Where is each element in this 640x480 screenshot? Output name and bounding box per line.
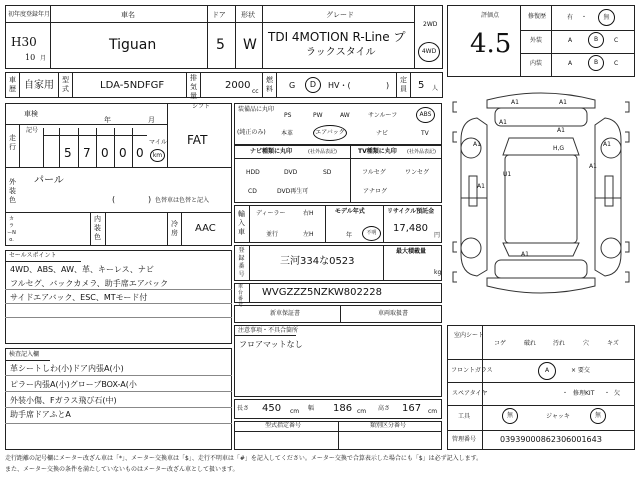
inspection-line: 助手席ドアふとA xyxy=(10,410,71,419)
interior-grade-a: A xyxy=(568,60,573,67)
equip-item: ナビ xyxy=(376,130,389,137)
jack-value-circled: 無 xyxy=(590,408,606,424)
damage-mark: U1 xyxy=(503,171,512,178)
height-unit: cm xyxy=(428,408,438,415)
import-label: 輸入車 xyxy=(238,210,245,236)
interior-color-label: 内装色 xyxy=(94,215,101,241)
door-label: ドア xyxy=(212,11,226,19)
capacity: 5 xyxy=(418,80,425,91)
notes-label: 注意事項・不具合箇所 xyxy=(238,327,299,334)
repair-no-circled: 無 xyxy=(598,9,615,26)
odometer-digit: 0 xyxy=(136,146,144,160)
type-number-label: 型式指定番号 xyxy=(265,422,302,429)
damage-mark: A1 xyxy=(589,163,597,170)
fuel-hv-close: ) xyxy=(386,81,390,90)
navi-item: CD xyxy=(248,188,257,195)
inspection-label: 検査記入欄 xyxy=(9,351,40,358)
windshield-label: フロントガラス xyxy=(451,367,493,374)
equip-airbag-circled: エアバック xyxy=(313,125,347,141)
spare-item: ・ xyxy=(562,390,569,397)
length-unit: cm xyxy=(290,408,300,415)
equipment-sublabel: (純正のみ) xyxy=(237,129,266,136)
equip-item: TV xyxy=(421,130,429,137)
drive-4wd-circled: 4WD xyxy=(418,42,440,62)
repair-yes: 有 xyxy=(567,14,574,21)
exterior-label: 外装 xyxy=(530,37,543,44)
class-number-label: 類別区分番号 xyxy=(370,422,407,429)
rating-value: 4.5 xyxy=(470,29,512,59)
first-reg-year: H30 xyxy=(11,35,37,49)
color-change-note: 色替車は色替と記入 xyxy=(155,197,210,204)
width-label: 幅 xyxy=(308,405,315,412)
damage-mark: A1 xyxy=(511,99,519,106)
color-paren-open: ( xyxy=(112,195,116,204)
shift-value: FAT xyxy=(187,133,208,147)
left-hand: 左H xyxy=(303,231,314,238)
sheet-item: 穴 xyxy=(583,340,590,347)
first-reg-month: 10 xyxy=(25,53,36,62)
damage-mark: A1 xyxy=(499,119,507,126)
plate-number: 三河334な0523 xyxy=(280,256,355,267)
right-hand: 右H xyxy=(303,210,314,217)
import-parallel: 並行 xyxy=(266,231,279,238)
tv-item: アナログ xyxy=(363,188,388,195)
model-year-label: モデル年式 xyxy=(335,208,365,215)
fuel-g: G xyxy=(289,81,296,90)
damage-mark: H,G xyxy=(553,145,565,152)
exterior-color: パール xyxy=(34,175,64,186)
tv-item: フルセグ xyxy=(362,169,386,176)
mgmt-number: 0393900086230600164З xyxy=(500,435,602,444)
odometer-digit: 7 xyxy=(83,146,91,160)
spare-tire-label: スペアタイヤ xyxy=(452,390,488,397)
length-value: 450 xyxy=(262,403,282,414)
cc-unit: cc xyxy=(252,88,259,95)
equip-abs-circled: ABS xyxy=(416,107,435,123)
rating-label: 評価点 xyxy=(481,12,500,19)
width-unit: cm xyxy=(357,408,367,415)
selling-point-line: 4WD、ABS、AW、革、キーレス、ナビ xyxy=(10,265,154,274)
navi-item: SD xyxy=(323,169,332,176)
exterior-grade-circled: B xyxy=(588,32,604,48)
odometer-digit: 5 xyxy=(64,146,72,160)
equip-item: サンルーフ xyxy=(368,112,398,119)
body-label: 形状 xyxy=(241,11,255,19)
owners-manual: 車両取扱書 xyxy=(378,310,409,317)
inspection-line: ピラー内張A(小)グローブBOX-A(小 xyxy=(10,380,137,389)
drive-2wd: 2WD xyxy=(423,21,438,28)
capacity-label: 定員 xyxy=(400,76,407,93)
equip-item: AW xyxy=(340,112,350,119)
model-row xyxy=(5,72,443,98)
grade-label: グレード xyxy=(326,11,354,19)
height-value: 167 xyxy=(402,403,422,414)
repair-history-label: 修復歴 xyxy=(528,13,547,20)
sheet-item: コゲ xyxy=(494,340,507,347)
yen-unit: 円 xyxy=(434,232,441,239)
km-circled: km xyxy=(150,149,165,162)
car-name-label: 車名 xyxy=(121,11,135,19)
windshield-mark-circled: A xyxy=(538,362,556,380)
model-year-unknown-circled: 不明 xyxy=(362,226,381,241)
spare-item: ・ xyxy=(604,390,611,397)
exterior-grade-a: A xyxy=(568,37,573,44)
navi-item: HDD xyxy=(246,169,260,176)
sheet-item: キズ xyxy=(607,340,619,347)
month-unit: 月 xyxy=(40,55,47,62)
usage-label: 車歴 xyxy=(9,76,16,93)
recycle-label: リサイクル預託金 xyxy=(387,208,435,215)
vin-number: WVGZZZ5NZKW802228 xyxy=(262,287,382,298)
model-year-unit: 年 xyxy=(346,232,353,239)
spare-item: 欠 xyxy=(614,390,621,397)
selling-points-label: セールスポイント xyxy=(9,252,57,259)
damage-mark: A1 xyxy=(559,99,567,106)
navi-item: DVD xyxy=(284,169,298,176)
shaken-month-unit: 月 xyxy=(148,116,155,124)
color-paren-close: ) xyxy=(148,195,152,204)
windshield-note: × 要交 xyxy=(571,367,590,374)
interior-label: 内装 xyxy=(530,60,543,67)
plate-label: 登録番号 xyxy=(238,247,245,278)
new-car-warranty: 新車保証書 xyxy=(270,310,301,317)
tv-label: TV種類に丸印 xyxy=(358,148,397,155)
interior-grade-c: C xyxy=(614,60,619,67)
fuel-d-circled: D xyxy=(305,77,321,93)
damage-mark: A1 xyxy=(473,141,481,148)
running-label: 走行 xyxy=(9,134,16,151)
spare-item: 修理KIT xyxy=(573,390,595,397)
ac-value: AAC xyxy=(195,223,216,234)
selling-point-line: フルセグ、バックカメラ、助手席エアバック xyxy=(10,279,169,288)
jack-label: ジャッキ xyxy=(546,413,570,420)
navi-sub: (社外品表記) xyxy=(308,149,337,155)
inspection-line: 外装小傷、Fガラス飛び石(中) xyxy=(10,396,117,405)
capacity-unit: 人 xyxy=(432,85,439,92)
model-label: 型式 xyxy=(62,76,69,93)
vin-label: 車台番号 xyxy=(237,284,243,308)
color-no-label: カラーNo. xyxy=(7,216,16,243)
fuel-hv: HV・( xyxy=(328,81,351,90)
mgmt-number-label: 管理番号 xyxy=(452,436,477,443)
navi-label: ナビ種類に丸印 xyxy=(250,148,293,155)
sheet-item: 破れ xyxy=(524,340,537,347)
damage-mark: A1 xyxy=(557,127,565,134)
usage: 自家用 xyxy=(24,80,54,91)
recycle-value: 17,480 xyxy=(393,223,428,234)
damage-mark: A1 xyxy=(521,251,529,258)
length-label: 長さ xyxy=(237,405,250,412)
papers-block xyxy=(234,305,442,323)
damage-mark: A1 xyxy=(603,141,611,148)
shift-label: シフト xyxy=(192,103,211,110)
equip-item: 本革 xyxy=(281,130,294,137)
damage-mark: A1 xyxy=(477,183,485,190)
grade-line2: ラックスタイル xyxy=(306,47,376,58)
grade-line1: TDI 4MOTION R-Line プ xyxy=(268,30,406,44)
interior-grade-circled: B xyxy=(588,55,604,71)
odometer-digit: 0 xyxy=(119,146,127,160)
navi-item: DVD再生可 xyxy=(277,188,309,195)
exterior-grade-c: C xyxy=(614,37,619,44)
car-damage-diagram xyxy=(447,80,635,320)
tv-sub: (社外品表記) xyxy=(407,149,436,155)
shaken-label: 車検 xyxy=(24,110,38,118)
model-code: LDA-5NDFGF xyxy=(100,80,165,91)
footer-line1: 走行距離の記号欄にメーター改ざん車は「*」、メーター交換車は「$」、走行不明車は「#」を記入してください。メーター交換で合算表示した場合にも「$」は必ず記入します。 xyxy=(5,455,483,462)
equip-item: PW xyxy=(313,112,323,119)
car-name: Tiguan xyxy=(109,37,157,53)
shaken-year-unit: 年 xyxy=(104,116,111,124)
record-label: 記号 xyxy=(26,127,39,134)
inspection-line: 革シートしわ(小)ドア内張A(小) xyxy=(10,364,124,373)
tv-item: ワンセグ xyxy=(405,169,430,176)
equipment-label: 装備品に丸印 xyxy=(238,106,275,113)
selling-point-line: サイドエアバック、ESC、MTモード付 xyxy=(10,293,148,302)
fuel-label: 燃料 xyxy=(266,76,273,93)
tools-label: 工具 xyxy=(458,413,471,420)
notes-text: フロアマットなし xyxy=(239,340,303,349)
height-label: 高さ xyxy=(378,405,391,412)
mile-label: マイル xyxy=(149,139,167,146)
first-reg-label: 初年度登録年月 xyxy=(8,11,51,18)
width-value: 186 xyxy=(333,403,353,414)
interior-sheet-label: 室内シート xyxy=(454,332,485,339)
tools-value-circled: 無 xyxy=(502,408,518,424)
ac-label: 冷房 xyxy=(171,220,178,237)
door-count: 5 xyxy=(216,37,225,53)
odometer-digit: 0 xyxy=(101,146,109,160)
import-dealer: ディーラー xyxy=(256,210,286,217)
equip-item: PS xyxy=(284,112,292,119)
sheet-item: 汚れ xyxy=(553,340,566,347)
displacement-label: 排気量 xyxy=(190,74,197,100)
max-load-label: 最大積載量 xyxy=(396,248,427,255)
body-type: W xyxy=(243,37,257,53)
displacement: 2000 xyxy=(225,80,251,91)
footer-line2: また、メーター交換の条件を満たしていないものはメーター改ざん車として扱います。 xyxy=(5,466,239,473)
color-label: 外装色 xyxy=(9,178,16,204)
kg-unit: kg xyxy=(434,269,442,276)
